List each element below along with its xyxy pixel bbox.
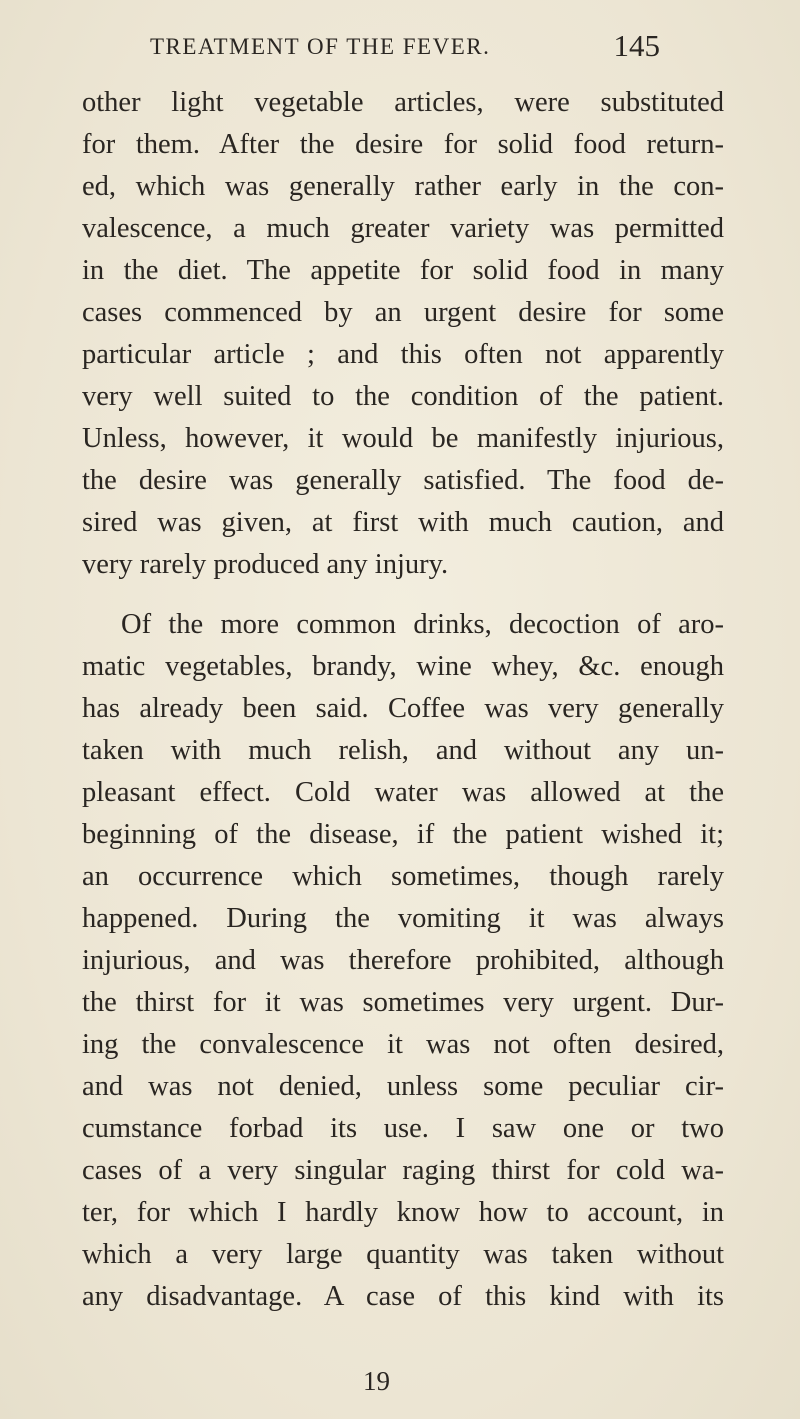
- text-line: any disadvantage. A case of this kind with its: [82, 1281, 724, 1312]
- text-line: happened. During the vomiting it was always: [82, 903, 724, 934]
- text-line: the thirst for it was sometimes very urgent. Dur-: [82, 987, 724, 1018]
- text-line: beginning of the disease, if the patient wished it;: [82, 819, 724, 850]
- text-line: matic vegetables, brandy, wine whey, &c. enough: [82, 651, 724, 682]
- text-line: in the diet. The appetite for solid food in many: [82, 255, 724, 286]
- text-line: cumstance forbad its use. I saw one or two: [82, 1113, 724, 1144]
- text-line: ed, which was generally rather early in the con-: [82, 171, 724, 202]
- text-line: cases commenced by an urgent desire for some: [82, 297, 724, 328]
- text-line: sired was given, at first with much caution, and: [82, 507, 724, 538]
- page-number: 145: [613, 28, 660, 63]
- signature-mark: 19: [363, 1366, 390, 1396]
- text-line: for them. After the desire for solid food return-: [82, 129, 724, 160]
- page-header: [150, 28, 660, 68]
- text-line: valescence, a much greater variety was permitted: [82, 213, 724, 244]
- text-line: which a very large quantity was taken without: [82, 1239, 724, 1270]
- text-line: and was not denied, unless some peculiar cir-: [82, 1071, 724, 1102]
- text-line: pleasant effect. Cold water was allowed at the: [82, 777, 724, 808]
- text-line: very well suited to the condition of the patient.: [82, 381, 724, 412]
- text-line: Of the more common drinks, decoction of aro-: [121, 609, 724, 640]
- text-line: injurious, and was therefore prohibited, although: [82, 945, 724, 976]
- text-line: other light vegetable articles, were substituted: [82, 87, 724, 118]
- text-line: taken with much relish, and without any un-: [82, 735, 724, 766]
- text-line: cases of a very singular raging thirst for cold wa-: [82, 1155, 724, 1186]
- text-line: ing the convalescence it was not often desired,: [82, 1029, 724, 1060]
- text-line: the desire was generally satisfied. The food de-: [82, 465, 724, 496]
- text-line: has already been said. Coffee was very generally: [82, 693, 724, 724]
- text-line: particular article ; and this often not apparently: [82, 339, 724, 370]
- text-line: an occurrence which sometimes, though rarely: [82, 861, 724, 892]
- text-line: ter, for which I hardly know how to account, in: [82, 1197, 724, 1228]
- text-line: Unless, however, it would be manifestly injurious,: [82, 423, 724, 454]
- running-head: TREATMENT OF THE FEVER.: [150, 34, 491, 59]
- text-line: very rarely produced any injury.: [82, 549, 449, 580]
